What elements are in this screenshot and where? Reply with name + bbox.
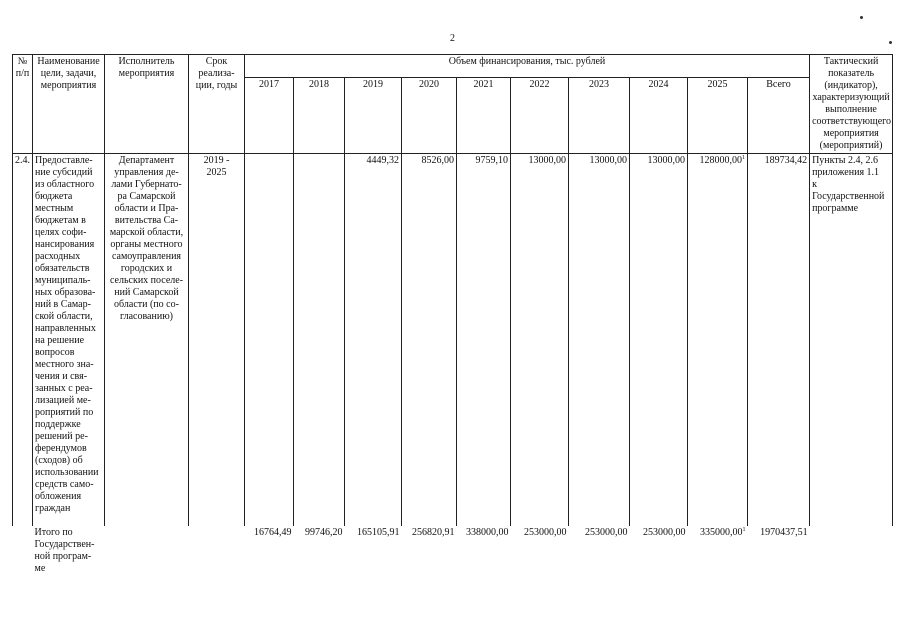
total-row [13, 526, 893, 586]
header-year: 2019 [345, 78, 402, 154]
total-value-2020: 256820,91 [412, 526, 455, 538]
header-term: Срок реализа- ции, годы [189, 55, 245, 154]
row-value-2020: 8526,00 [402, 154, 457, 526]
header-year: 2021 [457, 78, 511, 154]
funding-table [12, 54, 893, 586]
total-value-2022: 253000,00 [524, 526, 567, 538]
header-year: 2025 [688, 78, 748, 154]
total-value-2018: 99746,20 [305, 526, 343, 538]
header-year: 2018 [294, 78, 345, 154]
page-number: 2 [450, 33, 455, 44]
total-value-2019: 165105,91 [357, 526, 400, 538]
row-value-2017 [245, 154, 294, 526]
row-value-2022: 13000,00 [511, 154, 569, 526]
header-funding: Объем финансирования, тыс. рублей [245, 55, 810, 78]
total-value-total: 1970437,51 [760, 526, 808, 538]
footnote-mark: 1 [742, 155, 745, 161]
header-name: Наименование цели, задачи, мероприятия [33, 55, 105, 154]
header-year: 2017 [245, 78, 294, 154]
row-indicator: Пункты 2.4, 2.6 приложения 1.1 к Государственной программе [810, 154, 893, 526]
row-value-2018 [294, 154, 345, 526]
row-name: Предоставле- ние субсидий из областного бюджета местным бюджетам в целях софи- нансирования расходных обязательств муниципаль- ных образова- ний в Самар- ской области, направленных на решение вопросов местного зна- чения и свя- занных с реа- лизацией ме- роприятий по поддержке решений ре- ферендумов (сходов) об использовании средств само- обложения граждан [33, 154, 105, 526]
header-number: № п/п [13, 55, 33, 154]
header-indicator: Тактический показатель (индикатор), характеризующий выполнение соответствующего мероприятия (мероприятий) [810, 55, 893, 154]
scan-speck [860, 16, 863, 19]
header-year: 2022 [511, 78, 569, 154]
row-term: 2019 - 2025 [189, 154, 245, 526]
row-value-2019: 4449,32 [345, 154, 402, 526]
row-executor: Департамент управления де- лами Губернато- ра Самарской области и Пра- вительства Са- марской области, органы местного самоуправления городских и сельских поселе- ний Самарской области (по со- гласованию) [105, 154, 189, 526]
header-year: 2020 [402, 78, 457, 154]
header-executor: Исполнитель мероприятия [105, 55, 189, 154]
row-number: 2.4. [13, 154, 33, 526]
total-label: Итого по Государствен- ной програм- ме [34, 526, 95, 574]
total-value-2023: 253000,00 [585, 526, 628, 538]
header-year: 2023 [569, 78, 630, 154]
row-value-2025: 128000,00$^1$ [688, 154, 748, 526]
header-row [13, 55, 893, 78]
total-value-2017: 16764,49 [254, 526, 292, 538]
total-value-2025: 335000,00$^1$ [700, 526, 746, 538]
footnote-mark: 1 [742, 526, 746, 533]
row-value-total: 189734,42 [748, 154, 810, 526]
row-value-2023: 13000,00 [569, 154, 630, 526]
total-value-2024: 253000,00 [643, 526, 686, 538]
scan-speck [889, 41, 892, 44]
table-row [13, 154, 893, 526]
row-value-2024: 13000,00 [630, 154, 688, 526]
header-total: Всего [748, 78, 810, 154]
row-value-2021: 9759,10 [457, 154, 511, 526]
total-value-2021: 338000,00 [466, 526, 509, 538]
header-year: 2024 [630, 78, 688, 154]
